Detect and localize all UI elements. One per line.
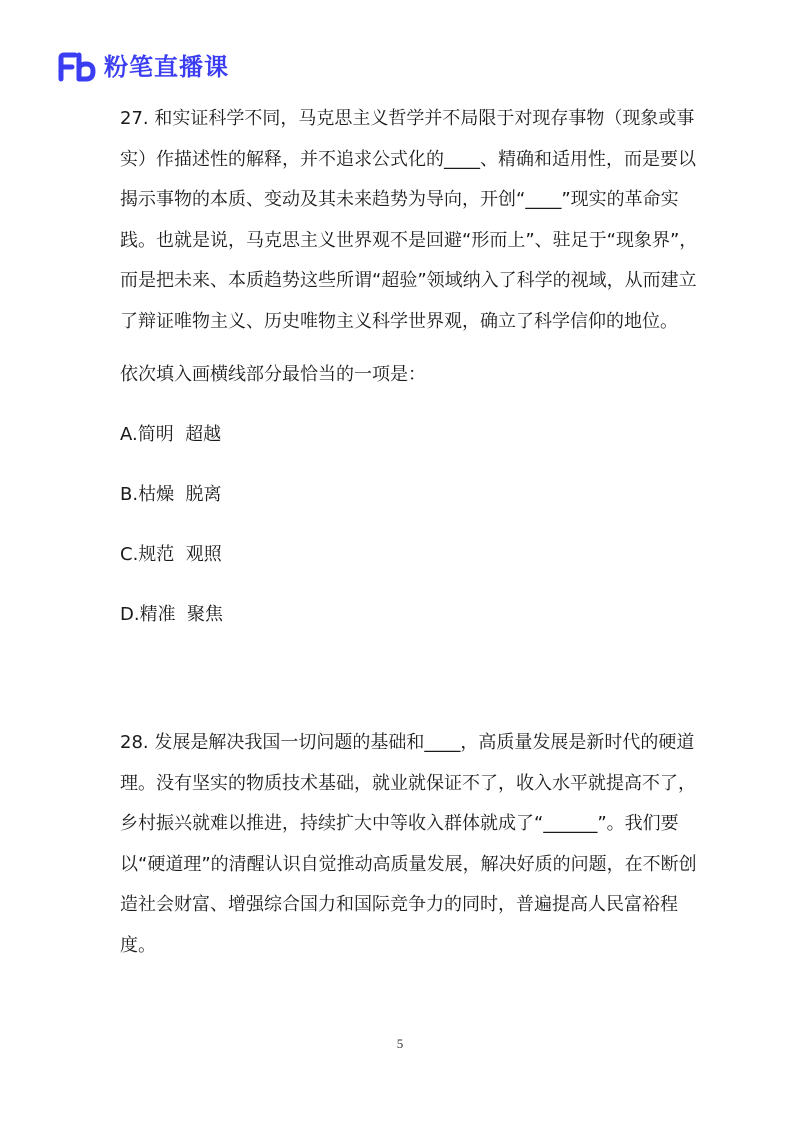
fb-logo-icon <box>58 52 96 82</box>
document-body <box>120 99 700 966</box>
brand-name: 粉笔直播课 <box>104 53 229 81</box>
option-c: C.规范 观照 <box>120 544 222 565</box>
option-b: B.枯燥 脱离 <box>120 484 222 505</box>
option-d: D.精准 聚焦 <box>120 604 224 625</box>
page-number: 5 <box>396 1036 404 1051</box>
header <box>58 50 229 84</box>
option-a: A.简明 超越 <box>120 424 222 445</box>
question-27-text: 27. 和实证科学不同，马克思主义哲学并不局限于对现存事物（现象或事实）作描述性的解释，并不追求公式化的____、精确和适用性，而是要以揭示事物的本质、变动及其未来趋势为导向，开创“____”现实的革命实践。也就是说，马克思主义世界观不是回避“形而上”、驻足于“现象界”，而是把未来、本质趋势这些所谓“超验”领域纳入了科学的视域，从而建立了辩证唯物主义、历史唯物主义科学世界观，确立了科学信仰的地位。 <box>120 108 698 332</box>
question-28-text: 28. 发展是解决我国一切问题的基础和____，高质量发展是新时代的硬道理。没有坚实的物质技术基础，就业就保证不了，收入水平就提高不了，乡村振兴就难以推进，持续扩大中等收入群体就成了“______”。我们要以“硬道理”的清醒认识自觉推动高质量发展，解决好质的问题，在不断创造社会财富、增强综合国力和国际竞争力的同时，普遍提高人民富裕程度。 <box>120 732 697 956</box>
question-27-prompt: 依次填入画横线部分最恰当的一项是： <box>120 364 426 385</box>
